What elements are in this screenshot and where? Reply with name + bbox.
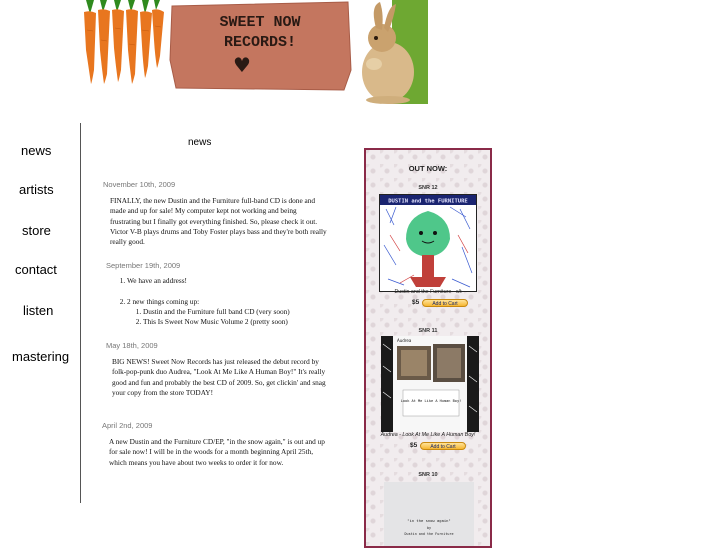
add-to-cart-button[interactable]: Add to Cart — [422, 299, 468, 307]
post-text: A new Dustin and the Furniture CD/EP, "in the snow again," is out and up for sale now! I will be in the woods for a month beginning April 25th, which means you have about two weeks to order it for now. — [109, 437, 325, 467]
post-text: BIG NEWS! Sweet Now Records has just released the debut record by folk-pop-punk duo Audrea, "Look At Me Like A Human Boy!" It's really good and fun and probably the best CD of 2009. So, get clickin' and snag your copy from the store TODAY! — [112, 357, 326, 397]
svg-text:Dustin and the Furniture: Dustin and the Furniture — [404, 532, 454, 536]
post-date: November 10th, 2009 — [103, 180, 176, 189]
catalog-number: SNR 10 — [418, 472, 438, 478]
post-date: September 19th, 2009 — [106, 261, 181, 270]
nav-contact[interactable]: contact — [15, 262, 57, 277]
svg-text:SWEET NOW: SWEET NOW — [219, 14, 301, 31]
post-body — [109, 437, 331, 468]
catalog-number: SNR 12 — [418, 185, 438, 191]
nav-listen[interactable]: listen — [23, 303, 54, 318]
album-cover[interactable] — [384, 482, 474, 548]
add-to-cart-button[interactable]: Add to Cart — [420, 442, 466, 450]
svg-text:♥: ♥ — [233, 53, 251, 77]
svg-text:DUSTIN and the FURNITURE: DUSTIN and the FURNITURE — [388, 198, 468, 205]
post-date: May 18th, 2009 — [106, 341, 158, 350]
svg-text:by: by — [426, 526, 432, 530]
nav-news[interactable]: news — [21, 143, 52, 158]
nav-mastering[interactable]: mastering — [12, 349, 70, 364]
post-date: April 2nd, 2009 — [102, 421, 153, 430]
list-item: 1. We have an address! — [127, 276, 333, 297]
svg-text:"in the snow again": "in the snow again" — [407, 518, 451, 523]
sidebar-heading: OUT NOW: — [408, 164, 448, 173]
list-item: 1. Dustin and the Furniture full band CD (very soon) — [143, 307, 333, 317]
catalog-number: SNR 11 — [418, 328, 438, 334]
nav-store[interactable]: store — [22, 223, 51, 238]
release-caption: Dustin and the Furniture - s/t — [394, 289, 462, 295]
nav-divider — [80, 123, 81, 503]
album-cover[interactable] — [379, 194, 477, 292]
store-sidebar — [364, 148, 492, 548]
price: $5 — [410, 442, 418, 449]
album-cover[interactable] — [381, 336, 479, 432]
release-caption: Audrea - Look At Me Like A Human Boy! — [380, 432, 476, 438]
page-title: news — [188, 137, 212, 148]
post-body — [110, 196, 328, 247]
price: $5 — [412, 299, 420, 306]
svg-text:Look At Me Like A Human Boy!: Look At Me Like A Human Boy! — [400, 399, 462, 403]
list-item: 2. This Is Sweet Now Music Volume 2 (pretty soon) — [143, 317, 333, 327]
post-text: FINALLY, the new Dustin and the Furniture full-band CD is done and made and up for sale! My computer kept not working and being frustrating but I finally got everything finished. So, please check it out. Victor V-B plays drums and Toby Foster plays bass and they're both really really good. — [110, 196, 327, 247]
sweet-now-records-logo[interactable] — [168, 0, 352, 92]
list-item: 2. 2 new things coming up: 1. Dustin and the Furniture full band CD (very soon) 2. This Is Sweet Now Music Volume 2 (pretty soon) — [127, 297, 333, 328]
carrots-image — [76, 0, 168, 86]
post-body — [113, 276, 333, 327]
post-body — [112, 357, 330, 398]
svg-text:Audrea: Audrea — [397, 338, 412, 343]
bunny-image — [352, 0, 428, 104]
nav-artists[interactable]: artists — [19, 182, 54, 197]
svg-text:RECORDS!: RECORDS! — [223, 34, 297, 51]
